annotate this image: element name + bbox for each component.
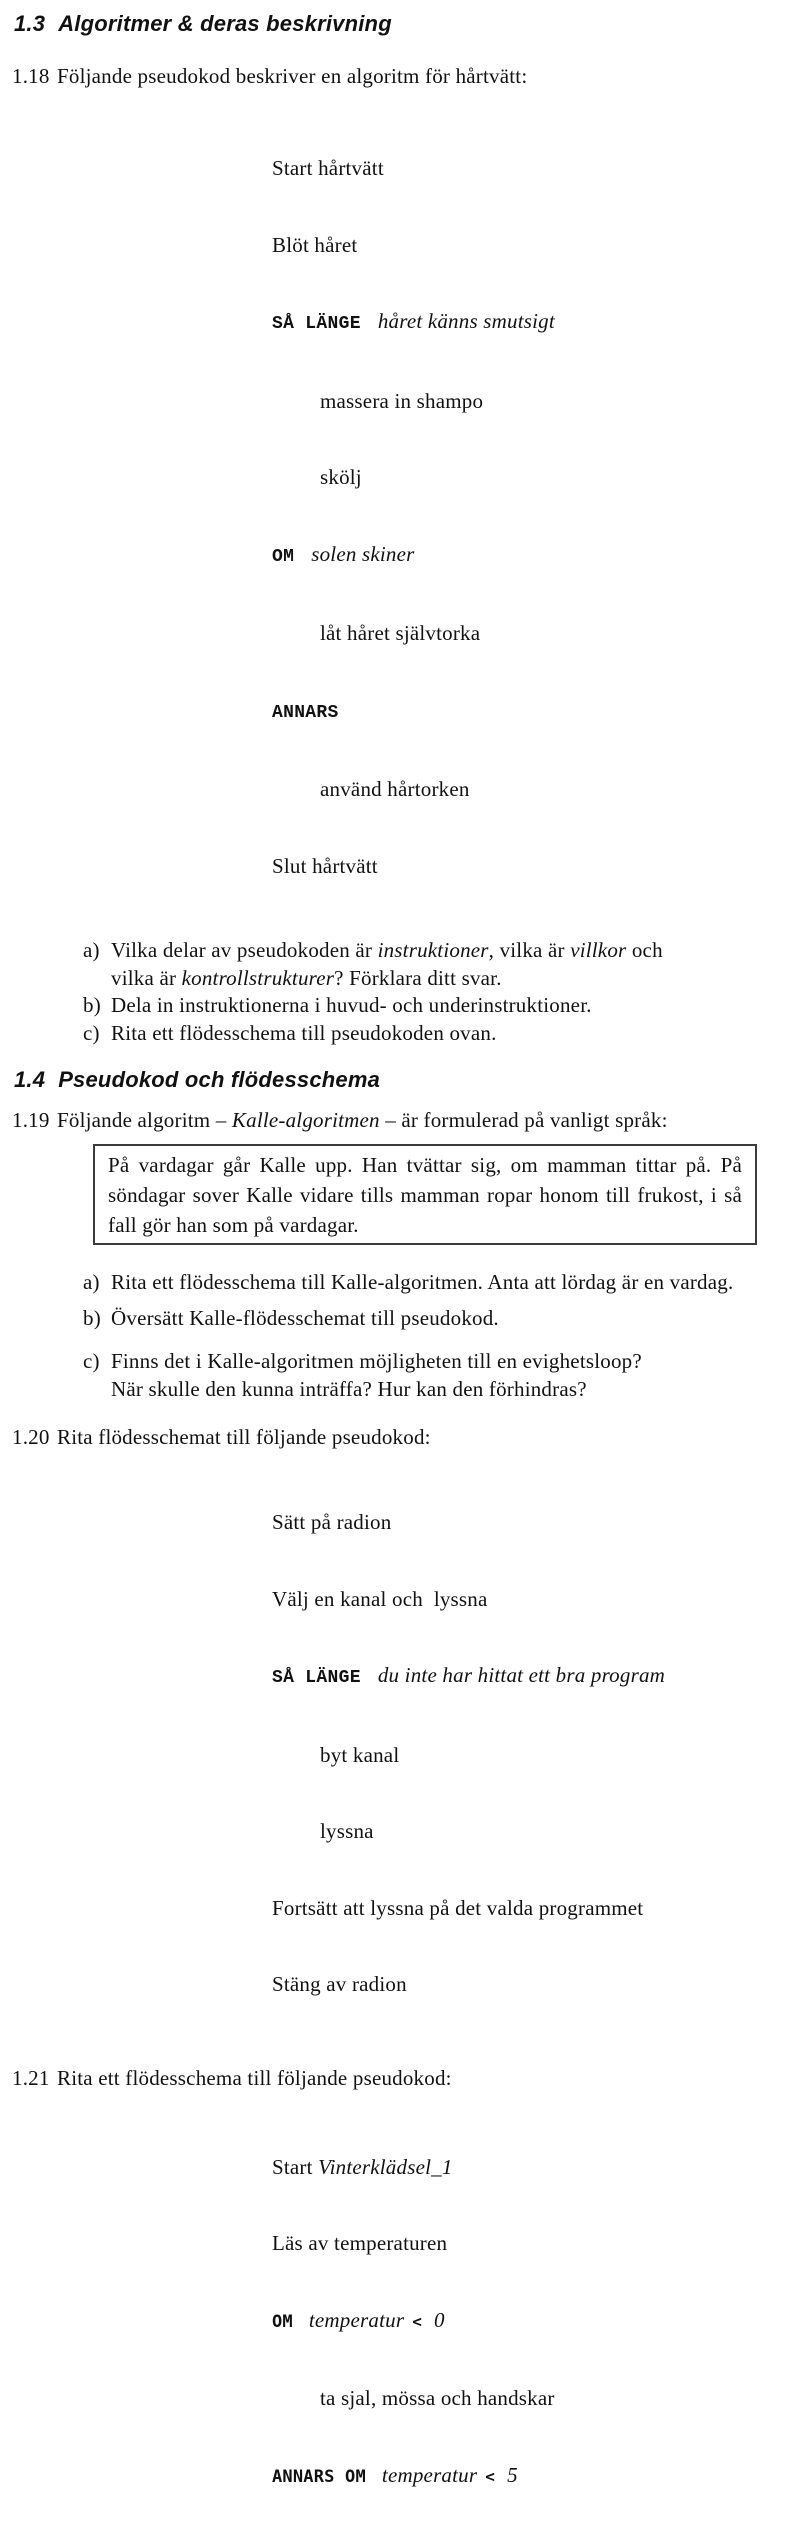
instruction-text: Start hårtvätt — [272, 156, 384, 180]
pseudocode-line — [272, 777, 800, 803]
pseudocode-line — [272, 2155, 800, 2181]
instruction-text: ta sjal, mössa och handskar — [320, 2386, 555, 2410]
keyword-if: OM — [272, 2312, 293, 2332]
item-label: a) — [83, 1269, 111, 1297]
item-text-segment: ? Förklara ditt svar. — [334, 966, 502, 990]
list-item-c — [83, 1348, 796, 1403]
item-text — [111, 1348, 796, 1403]
keyword-while: SÅ LÄNGE — [272, 314, 361, 334]
section-number: 1.4 — [14, 1067, 45, 1092]
algorithm-text-box — [93, 1144, 757, 1245]
item-text-emphasis: villkor — [570, 938, 626, 962]
exercise-1-20-intro — [12, 1423, 790, 1451]
exercise-1-19-intro — [12, 1106, 790, 1134]
instruction-text: använd hårtorken — [320, 777, 470, 801]
keyword-while: SÅ LÄNGE — [272, 1668, 361, 1688]
item-text: Översätt Kalle-flödesschemat till pseudokod. — [111, 1305, 796, 1333]
instruction-text: lyssna — [320, 1819, 374, 1843]
pseudocode-line — [272, 1819, 800, 1845]
item-text — [111, 937, 796, 992]
keyword-if: OM — [272, 547, 294, 567]
pseudocode-line — [272, 156, 800, 182]
condition-value: 0 — [434, 2308, 445, 2332]
item-label: c) — [83, 1020, 111, 1048]
exercise-1-18-items — [83, 937, 796, 1047]
section-heading-1-4 — [14, 1066, 800, 1094]
instruction-text: Stäng av radion — [272, 1972, 407, 1996]
instruction-text: Läs av temperaturen — [272, 2231, 447, 2255]
section-title: Pseudokod och flödesschema — [58, 1067, 380, 1092]
intro-emphasis: Kalle-algoritmen — [232, 1108, 380, 1132]
pseudocode-line — [272, 542, 800, 571]
list-item-a — [83, 937, 796, 992]
intro-segment: Följande algoritm – — [57, 1108, 232, 1132]
keyword-elseif: ANNARS OM — [272, 2467, 366, 2487]
exercise-number: 1.18 — [12, 62, 57, 90]
pseudocode-line — [272, 389, 800, 415]
instruction-text: byt kanal — [320, 1743, 399, 1767]
instruction-text: Fortsätt att lyssna på det valda programmet — [272, 1896, 643, 1920]
exercise-number: 1.21 — [12, 2064, 57, 2092]
pseudocode-line — [272, 2463, 800, 2491]
pseudocode-line — [272, 1972, 800, 1998]
exercise-number: 1.20 — [12, 1423, 57, 1451]
pseudocode-line — [272, 1663, 800, 1692]
item-label: c) — [83, 1348, 111, 1403]
item-text-segment: , vilka är — [489, 938, 571, 962]
textbook-page — [0, 0, 800, 1254]
exercise-number: 1.19 — [12, 1106, 57, 1134]
condition-text: solen skiner — [311, 542, 414, 566]
less-than-operator: < — [485, 2467, 495, 2486]
list-item-b — [83, 992, 796, 1020]
keyword-else: ANNARS — [272, 703, 339, 723]
pseudocode-line — [272, 1510, 800, 1536]
pseudocode-line — [272, 621, 800, 647]
exercise-1-21-intro — [12, 2064, 790, 2092]
section-number: 1.3 — [14, 11, 45, 36]
instruction-text: Välj en kanal och lyssna — [272, 1587, 488, 1611]
item-text-emphasis: instruktioner — [378, 938, 489, 962]
item-text-segment: vilka är — [111, 966, 182, 990]
pseudocode-line — [272, 854, 800, 880]
item-label: b) — [83, 992, 111, 1020]
pseudocode-line — [272, 2386, 800, 2412]
list-item-a — [83, 1269, 796, 1297]
exercise-1-18-intro — [12, 62, 790, 90]
instruction-text: skölj — [320, 465, 362, 489]
intro-segment: – är formulerad på vanligt språk: — [380, 1108, 668, 1132]
condition-text: håret känns smutsigt — [378, 309, 555, 333]
pseudocode-line — [272, 1587, 800, 1613]
instruction-text: Blöt håret — [272, 233, 357, 257]
list-item-c — [83, 1020, 796, 1048]
exercise-intro-text — [57, 1106, 790, 1134]
item-label: a) — [83, 937, 111, 992]
pseudocode-line — [272, 465, 800, 491]
instruction-text: Start — [272, 2155, 318, 2179]
pseudocode-line — [272, 698, 800, 727]
item-text-segment: När skulle den kunna inträffa? Hur kan den förhindras? — [111, 1377, 587, 1401]
pseudocode-line — [272, 2231, 800, 2257]
section-title: Algoritmer & deras beskrivning — [58, 11, 392, 36]
exercise-intro-text: Följande pseudokod beskriver en algoritm för hårtvätt: — [57, 62, 790, 90]
pseudocode-line — [272, 1743, 800, 1769]
item-text: Rita ett flödesschema till Kalle-algoritmen. Anta att lördag är en vardag. — [111, 1269, 796, 1297]
pseudocode-block-1-18 — [272, 105, 800, 930]
instruction-text: Sätt på radion — [272, 1510, 391, 1534]
instruction-text: massera in shampo — [320, 389, 483, 413]
item-text-emphasis: kontrollstrukturer — [182, 966, 335, 990]
condition-text: du inte har hittat ett bra program — [378, 1663, 665, 1687]
item-label: b) — [83, 1305, 111, 1333]
section-heading-1-3 — [14, 10, 800, 38]
pseudocode-block-1-20 — [272, 1459, 800, 2049]
less-than-operator: < — [412, 2312, 422, 2331]
instruction-text: låt håret självtorka — [320, 621, 480, 645]
exercise-intro-text: Rita ett flödesschema till följande pseudokod: — [57, 2064, 790, 2092]
program-name: Vinterklädsel_1 — [318, 2155, 452, 2179]
instruction-text: Slut hårtvätt — [272, 854, 378, 878]
box-text: På vardagar går Kalle upp. Han tvättar sig, om mamman tittar på. På söndagar sover Kalle vidare tills mamman ropar honom till frukost, i så fall gör han som på vardagar. — [108, 1153, 742, 1237]
item-text: Rita ett flödesschema till pseudokoden ovan. — [111, 1020, 796, 1048]
pseudocode-block-1-21 — [272, 2104, 800, 2541]
exercise-1-19-items — [83, 1269, 796, 1403]
pseudocode-line — [272, 1896, 800, 1922]
item-text: Dela in instruktionerna i huvud- och underinstruktioner. — [111, 992, 796, 1020]
pseudocode-line — [272, 233, 800, 259]
exercise-intro-text: Rita flödesschemat till följande pseudokod: — [57, 1423, 790, 1451]
pseudocode-line — [272, 2308, 800, 2336]
pseudocode-line — [272, 309, 800, 338]
condition-text: temperatur — [382, 2463, 477, 2487]
condition-value: 5 — [507, 2463, 518, 2487]
item-text-segment: och — [626, 938, 662, 962]
condition-text: temperatur — [309, 2308, 404, 2332]
list-item-b — [83, 1305, 796, 1333]
item-text-segment: Finns det i Kalle-algoritmen möjligheten till en evighetsloop? — [111, 1349, 642, 1373]
item-text-segment: Vilka delar av pseudokoden är — [111, 938, 378, 962]
